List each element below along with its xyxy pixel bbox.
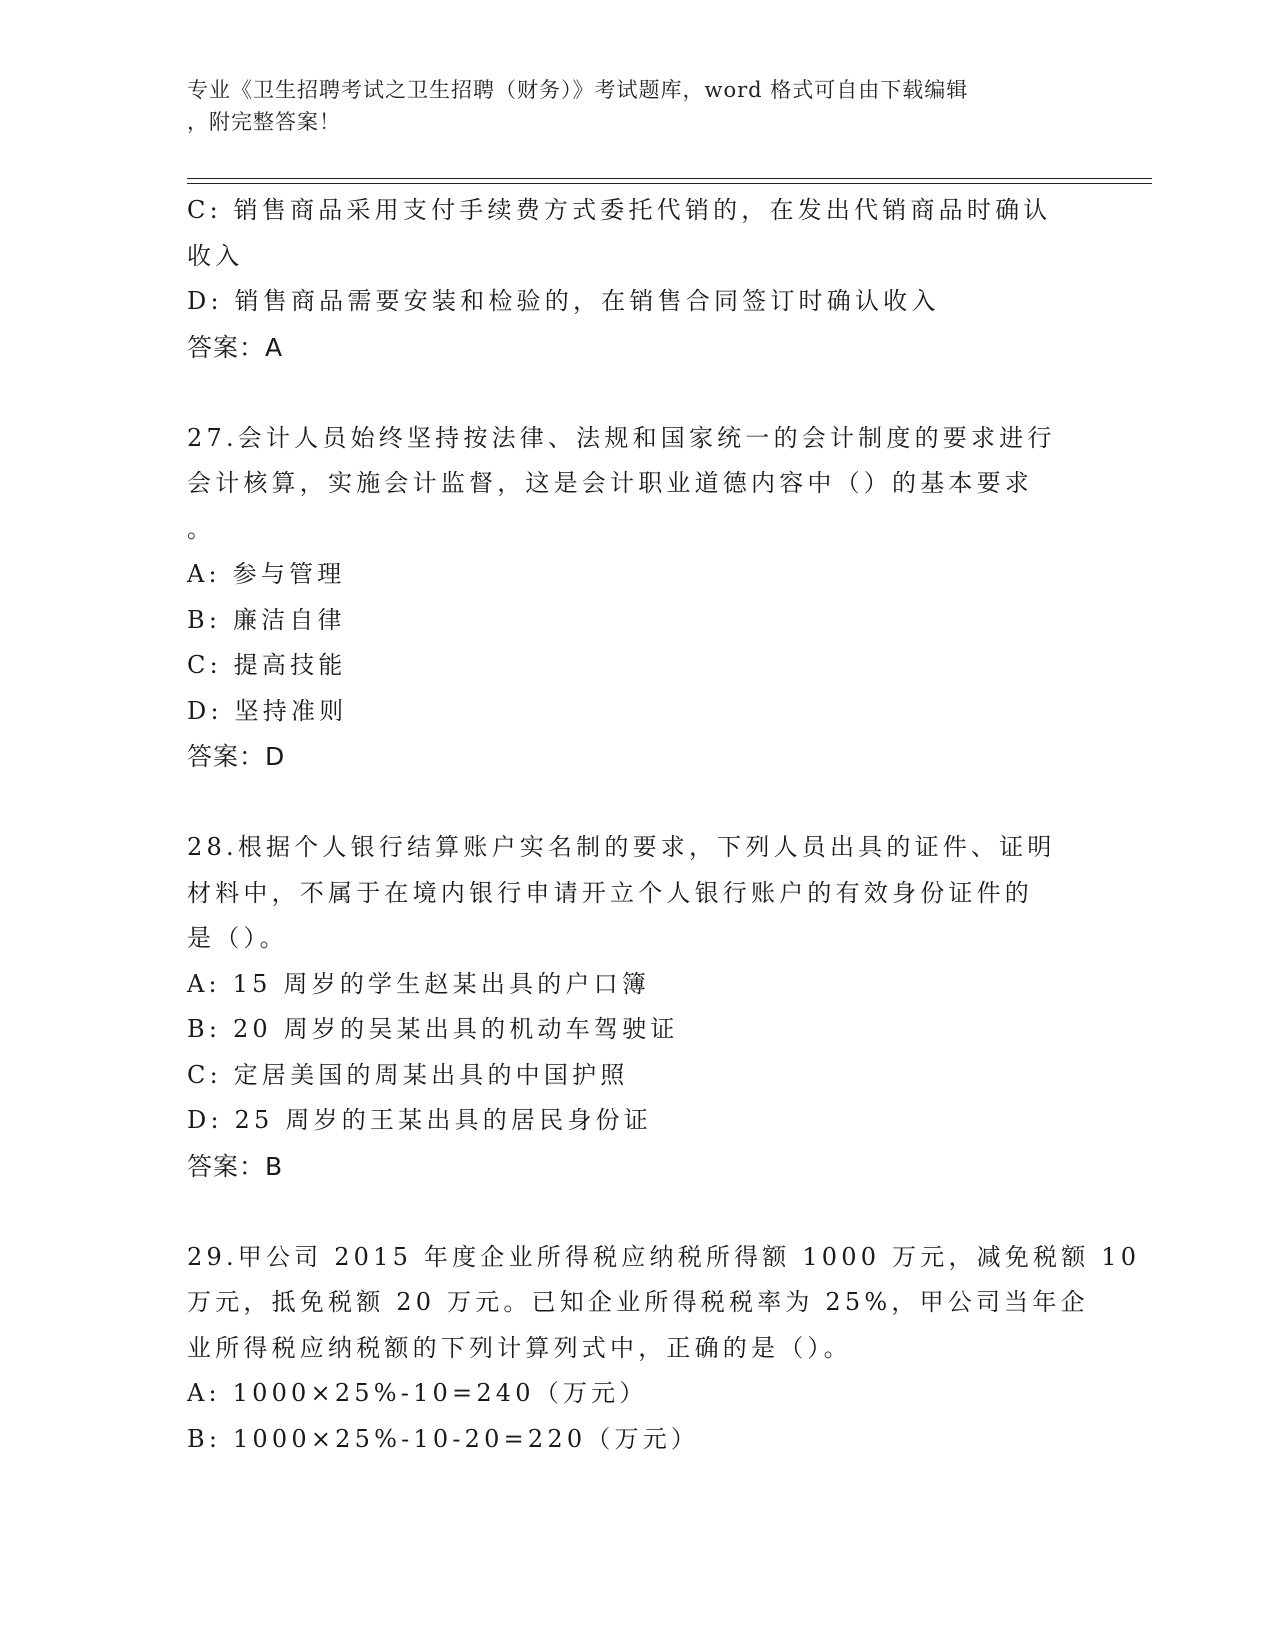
- header-rule-top: [187, 178, 1152, 179]
- spacer: [187, 1189, 1087, 1235]
- page-header: [187, 74, 1067, 138]
- header-line-1: 专业《卫生招聘考试之卫生招聘（财务）》考试题库，word 格式可自由下载编辑: [187, 78, 969, 102]
- option-b: B: 1000×25%-10-20=220（万元）: [187, 1424, 700, 1453]
- question-stem-line-3: 。: [187, 514, 216, 543]
- question-28-block: [187, 825, 1087, 1189]
- option-b: B: 廉洁自律: [187, 605, 346, 634]
- question-stem-line-1: 29.甲公司 2015 年度企业所得税应纳税所得额 1000 万元，减免税额 10: [187, 1242, 1141, 1271]
- option-b: B: 20 周岁的吴某出具的机动车驾驶证: [187, 1015, 679, 1043]
- question-stem-line-3: 是（）。: [187, 924, 288, 952]
- question-stem-line-2: 会计核算，实施会计监督，这是会计职业道德内容中（）的基本要求: [187, 469, 1033, 497]
- question-stem-line-2: 材料中，不属于在境内银行申请开立个人银行账户的有效身份证件的: [187, 878, 1033, 907]
- option-a: A: 1000×25%-10=240（万元）: [187, 1379, 648, 1407]
- header-rule-bottom: [187, 183, 1152, 184]
- question-27-block: [187, 416, 1087, 780]
- option-a: A: 15 周岁的学生赵某出具的户口簿: [187, 969, 651, 998]
- option-a: A: 参与管理: [187, 560, 346, 588]
- question-29-block: [187, 1235, 1141, 1463]
- option-c: C: 定居美国的周某出具的中国护照: [187, 1060, 629, 1089]
- answer-label: 答案：D: [187, 742, 286, 771]
- question-content: [187, 188, 1141, 1462]
- option-d: D: 25 周岁的王某出具的居民身份证: [187, 1106, 652, 1134]
- answer-label: 答案：A: [187, 332, 284, 362]
- option-c: C: 提高技能: [187, 651, 347, 679]
- option-d: D: 销售商品需要安装和检验的，在销售合同签订时确认收入: [187, 287, 940, 315]
- answer-label: 答案：B: [187, 1151, 284, 1181]
- question-26-block: [187, 188, 1087, 370]
- question-stem-line-1: 27.会计人员始终坚持按法律、法规和国家统一的会计制度的要求进行: [187, 423, 1056, 452]
- option-c-line-1: C: 销售商品采用支付手续费方式委托代销的，在发出代销商品时确认: [187, 196, 1052, 224]
- option-c-line-2: 收入: [187, 241, 244, 270]
- question-stem-line-1: 28.根据个人银行结算账户实名制的要求，下列人员出具的证件、证明: [187, 833, 1056, 861]
- spacer: [187, 370, 1087, 416]
- question-stem-line-3: 业所得税应纳税额的下列计算列式中，正确的是（）。: [187, 1333, 852, 1362]
- spacer: [187, 780, 1087, 826]
- header-line-2: ，附完整答案！: [187, 110, 341, 134]
- question-stem-line-2: 万元，抵免税额 20 万元。已知企业所得税税率为 25%，甲公司当年企: [187, 1288, 1089, 1316]
- option-d: D: 坚持准则: [187, 696, 348, 725]
